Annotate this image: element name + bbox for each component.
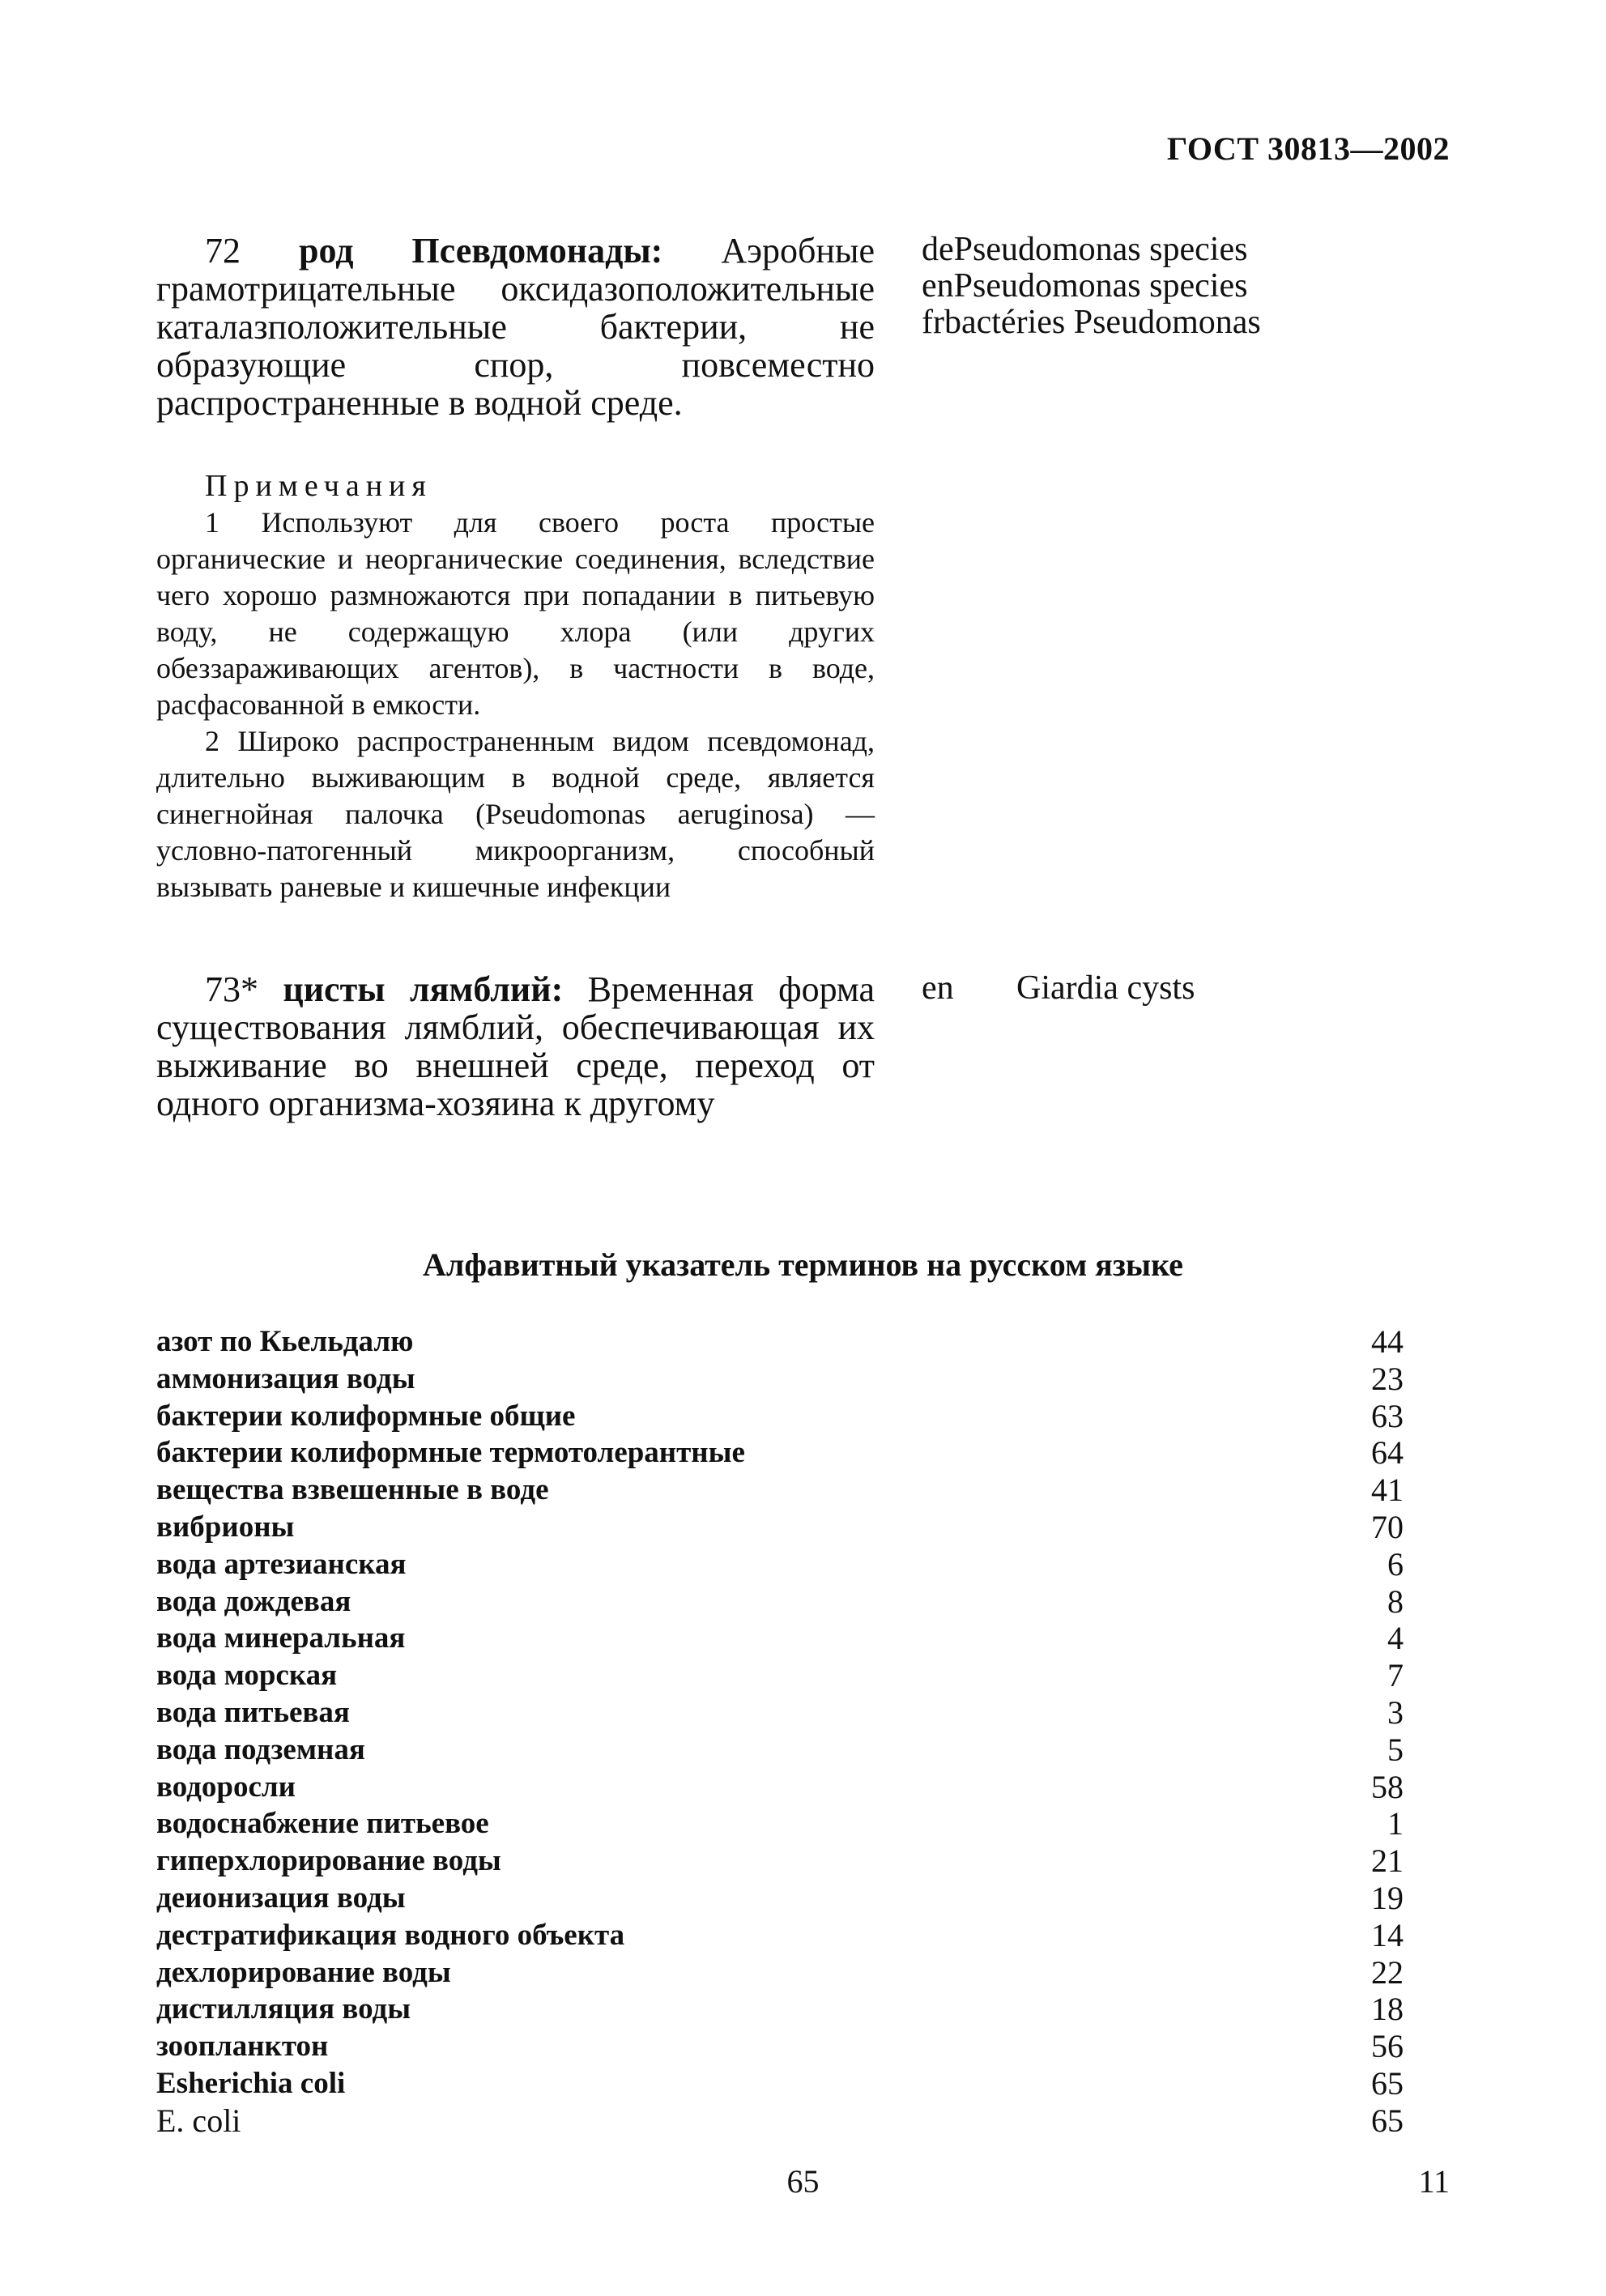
- index-term: вода подземная: [156, 1732, 365, 1766]
- term-name: цисты лямблий:: [283, 969, 564, 1009]
- index-term-number: 58: [1371, 1768, 1404, 1805]
- index-term-number: 64: [1371, 1434, 1404, 1472]
- index-row: [156, 1323, 1404, 1361]
- index-row: [156, 1769, 1404, 1806]
- lang-term: Giardia cysts: [1016, 969, 1195, 1007]
- index-term: деионизация воды: [156, 1881, 406, 1915]
- index-row: [156, 1842, 1404, 1880]
- notes-title: Примечания: [205, 469, 432, 503]
- definition-text: Аэробные грамотрицательные оксидазоположительные каталазположительные бактерии, не образующие спор, повсеместно распространенные в водной среде.: [156, 231, 875, 423]
- index-term-number: 56: [1371, 2028, 1404, 2065]
- term-number: 72: [205, 231, 241, 270]
- index-term: вода морская: [156, 1659, 338, 1693]
- index-term-number: 7: [1387, 1657, 1404, 1694]
- index-term-number: 19: [1371, 1879, 1404, 1916]
- index-term-number: 22: [1371, 1953, 1404, 1991]
- index-row: [156, 1732, 1404, 1769]
- term-number: 73*: [205, 969, 258, 1009]
- definition-text: Временная форма существования лямблий, обеспечивающая их выживание во внешней среде, переход от одного организма-хозяина к другому: [156, 969, 875, 1123]
- lang-term: Pseudomonas species: [953, 267, 1248, 305]
- note-item: 2 Широко распространенным видом псевдомонад, длительно выживающим в водной среде, является синегнойная палочка (Pseudomonas aeruginosa) — условно-патогенный микроорганизм, способный вызывать раневые и кишечные инфекции: [156, 725, 875, 903]
- index-row: [156, 1361, 1404, 1398]
- index-term: аммонизация воды: [156, 1361, 415, 1395]
- index-term-number: 1: [1387, 1805, 1404, 1842]
- index-title: Алфавитный указатель терминов на русском языке: [423, 1246, 1183, 1283]
- lang-term: bactéries Pseudomonas: [944, 304, 1261, 341]
- index-term: зоопланктон: [156, 2030, 329, 2064]
- index-row: [156, 1805, 1404, 1842]
- index-row: [156, 1620, 1404, 1657]
- notes-block: [156, 468, 875, 905]
- index-term-number: 8: [1387, 1582, 1404, 1620]
- index-row: [156, 2102, 1404, 2140]
- index-term-number: 14: [1371, 1916, 1404, 1953]
- term-name: род Псевдомонады:: [298, 231, 663, 270]
- index-term-number: 3: [1387, 1693, 1404, 1731]
- index-term: дехлорирование воды: [156, 1955, 451, 1989]
- index-term-number: 5: [1387, 1731, 1404, 1768]
- lang-code: fr: [922, 304, 944, 341]
- index-list: [156, 1323, 1404, 2140]
- foreign-equivalents: [922, 970, 1246, 1007]
- index-row: [156, 1694, 1404, 1732]
- index-row: [156, 1991, 1404, 2028]
- standard-header: ГОСТ 30813—2002: [1166, 130, 1450, 167]
- index-term: вибрионы: [156, 1510, 295, 1544]
- index-row: [156, 1954, 1404, 1991]
- lang-row: [922, 304, 1261, 341]
- index-row: [156, 1880, 1404, 1917]
- index-term: вода артезианская: [156, 1547, 407, 1581]
- index-term-number: 63: [1371, 1397, 1404, 1434]
- index-term: азот по Кьельдалю: [156, 1325, 414, 1358]
- index-row: [156, 1509, 1404, 1546]
- term-definition-73: [156, 970, 875, 1122]
- term-definition-72: [156, 232, 875, 422]
- index-term: E. coli: [156, 2102, 241, 2139]
- index-term-number: 65: [1371, 2102, 1404, 2139]
- index-row: [156, 1434, 1404, 1472]
- index-term-number: 23: [1371, 1360, 1404, 1397]
- index-term: водоросли: [156, 1770, 296, 1804]
- index-term: вода дождевая: [156, 1584, 351, 1618]
- index-row: [156, 1546, 1404, 1583]
- index-term-number: 18: [1371, 1991, 1404, 2028]
- lang-term: Pseudomonas species: [953, 231, 1248, 268]
- index-row: [156, 1917, 1404, 1954]
- index-term-number: 6: [1387, 1545, 1404, 1582]
- index-row: [156, 1657, 1404, 1694]
- lang-row: [922, 970, 1246, 1007]
- index-term: вещества взвешенные в воде: [156, 1473, 549, 1507]
- lang-row: [922, 268, 1246, 305]
- lang-code: de: [922, 231, 954, 268]
- index-term-number: 44: [1371, 1323, 1404, 1360]
- index-row: [156, 1583, 1404, 1621]
- index-term-number: 65: [1371, 2064, 1404, 2102]
- footer-center-number: 65: [786, 2163, 820, 2200]
- index-term-number: 70: [1371, 1508, 1404, 1545]
- index-row: [156, 1472, 1404, 1509]
- index-term-number: 21: [1371, 1842, 1404, 1880]
- index-term: дестратификация водного объекта: [156, 1918, 625, 1952]
- foreign-equivalents: [922, 231, 1261, 341]
- lang-code: en: [922, 969, 954, 1007]
- index-term-number: 4: [1387, 1620, 1404, 1657]
- index-term: водоснабжение питьевое: [156, 1807, 489, 1841]
- index-term-number: 41: [1371, 1472, 1404, 1509]
- index-row: [156, 1398, 1404, 1435]
- index-term: гиперхлорирование воды: [156, 1844, 501, 1878]
- index-term: Esherichia coli: [156, 2066, 346, 2100]
- index-row: [156, 2065, 1404, 2102]
- index-term: дистилляция воды: [156, 1992, 411, 2026]
- lang-row: [922, 232, 1246, 268]
- page-number: 11: [1418, 2163, 1450, 2200]
- index-row: [156, 2028, 1404, 2065]
- index-term: вода минеральная: [156, 1621, 406, 1655]
- index-term: бактерии колиформные общие: [156, 1399, 576, 1433]
- lang-code: en: [922, 267, 954, 305]
- index-term: бактерии колиформные термотолерантные: [156, 1436, 745, 1470]
- index-term: вода питьевая: [156, 1695, 350, 1729]
- note-item: 1 Используют для своего роста простые органические и неорганические соединения, вследствие чего хорошо размножаются при попадании в питьевую воду, не содержащую хлора (или других обеззараживающих агентов), в частности в воде, расфасованной в емкости.: [156, 506, 875, 721]
